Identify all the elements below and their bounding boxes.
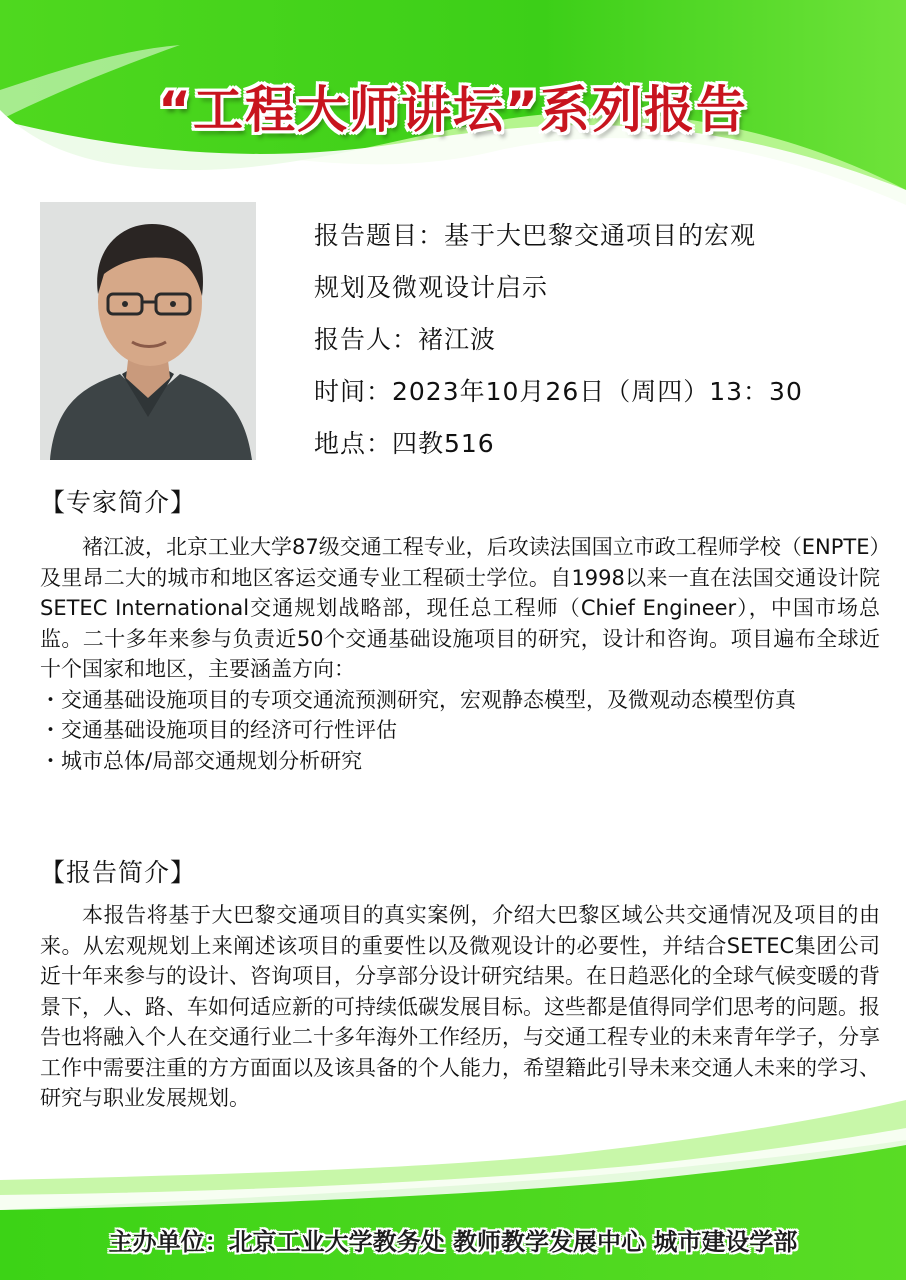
expert-intro-text: 褚江波，北京工业大学87级交通工程专业，后攻读法国国立市政工程师学校（ENPTE）及里昂二大的城市和地区客运交通专业工程硕士学位。自1998以来一直在法国交通设计院SETEC International交通规划战略部，现任总工程师（Chief Engineer），中国市场总监。二十多年来参与负责近50个交通基础设施项目的研究，设计和咨询。项目遍布全球近十个国家和地区，主要涵盖方向：: [40, 535, 880, 681]
expert-intro-section: [40, 532, 880, 776]
report-intro-section: [40, 900, 880, 1114]
report-location: 地点：四教516: [314, 429, 495, 458]
organizers-footer: 主办单位：北京工业大学教务处 教师教学发展中心 城市建设学部: [108, 1228, 798, 1256]
speaker-photo: [40, 202, 256, 460]
report-heading: 【报告简介】: [40, 858, 197, 887]
expert-bullet-2: ・交通基础设施项目的经济可行性评估: [40, 718, 397, 742]
report-topic-line1: 报告题目：基于大巴黎交通项目的宏观: [314, 221, 757, 250]
report-intro-text: 本报告将基于大巴黎交通项目的真实案例，介绍大巴黎区域公共交通情况及项目的由来。从宏观规划上来阐述该项目的重要性以及微观设计的必要性，并结合SETEC集团公司近十年来参与的设计、咨询项目，分享部分设计研究结果。在日趋恶化的全球气候变暖的背景下，人、路、车如何适应新的可持续低碳发展目标。这些都是值得同学们思考的问题。报告也将融入个人在交通行业二十多年海外工作经历，与交通工程专业的未来青年学子，分享工作中需要注重的方方面面以及该具备的个人能力，希望籍此引导未来交通人未来的学习、研究与职业发展规划。: [40, 903, 880, 1110]
page-title: “工程大师讲坛”系列报告: [158, 81, 748, 139]
lecture-info: [314, 210, 894, 470]
report-time: 时间：2023年10月26日（周四）13：30: [314, 377, 803, 406]
expert-bullet-3: ・城市总体/局部交通规划分析研究: [40, 748, 363, 773]
expert-bullet-1: ・交通基础设施项目的专项交通流预测研究，宏观静态模型，及微观动态模型仿真: [40, 687, 796, 712]
speaker-portrait-icon: [40, 202, 256, 460]
report-speaker: 报告人：褚江波: [314, 325, 497, 354]
report-topic-line2: 规划及微观设计启示: [314, 273, 549, 302]
expert-heading: 【专家简介】: [40, 488, 197, 517]
